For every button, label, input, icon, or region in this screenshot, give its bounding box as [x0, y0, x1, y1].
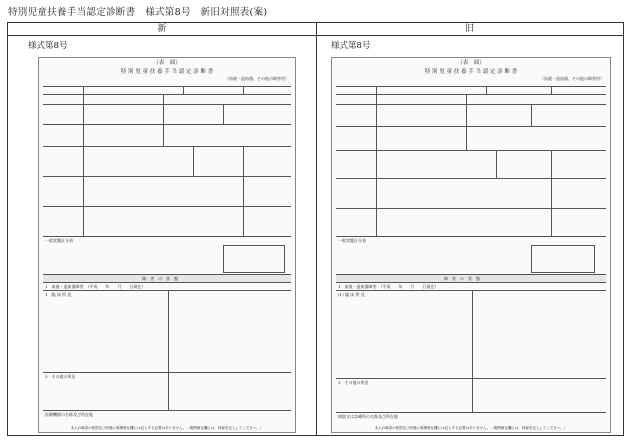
section-general: 一般状態区分表 — [338, 238, 366, 243]
form-row — [43, 236, 291, 275]
form-row — [43, 124, 291, 147]
checkbox-grid — [223, 245, 285, 273]
section-medical: 医療機関の名称及び所在地 — [45, 412, 93, 417]
form-heading: （表 面） — [153, 60, 181, 66]
checkbox-grid — [531, 245, 595, 273]
form-row — [43, 290, 291, 373]
form-row — [336, 290, 606, 379]
form-row — [43, 146, 291, 177]
section-blood: 1 血液・造血器障害 （平成 年 月 日現在） — [338, 284, 439, 289]
form-row — [43, 176, 291, 207]
form-row — [43, 104, 291, 125]
page-title: 特別児童扶養手当認定診断書 様式第8号 新旧対照表(案) — [8, 7, 268, 18]
form-row — [336, 378, 606, 413]
form-row — [43, 372, 291, 411]
new-column — [8, 35, 317, 435]
form-row — [336, 208, 606, 237]
form-grid — [43, 86, 291, 426]
old-column — [316, 35, 623, 435]
section-other: 3 その他の所見 — [338, 380, 369, 385]
form-title: 特 別 児 童 扶 養 手 当 認 定 診 断 書 — [424, 69, 518, 75]
form-grid — [336, 86, 606, 426]
section-comprehensive: 1 臨 床 所 見 — [45, 292, 72, 297]
form-row — [336, 236, 606, 275]
form-heading: （表 面） — [457, 60, 485, 66]
style-label-new: 様式第8号 — [28, 41, 68, 51]
section-medical: 病院又は診療所の名称及び所在地 — [338, 414, 398, 419]
section-blood: 1 血液・造血器障害 （平成 年 月 日現在） — [45, 284, 146, 289]
section-other: 3 その他の所見 — [45, 374, 76, 379]
form-row — [336, 178, 606, 209]
style-label-old: 様式第8号 — [331, 41, 371, 51]
form-image-new — [38, 57, 296, 433]
column-header-old: 旧 — [316, 23, 623, 36]
form-subtitle: （血液・造血器、その他の障害用） — [225, 76, 289, 81]
section-findings: 障 害 の 状 態 — [142, 276, 179, 281]
footnote-old: 本人の障害の程度及び状態に無関係な欄には記入する必要はありません。（無関係な欄には、斜線を記入してください。） — [374, 426, 568, 430]
form-row — [336, 104, 606, 127]
comparison-table — [7, 22, 624, 436]
form-row — [336, 126, 606, 151]
form-subtitle: （血液・造血器、その他の障害用） — [540, 76, 604, 81]
form-row — [43, 206, 291, 237]
footnote-new: 本人の障害の程度及び状態に無関係な欄には記入する必要はありません。（無関係な欄には、斜線を記入してください。） — [70, 426, 264, 430]
form-image-old — [331, 57, 611, 433]
column-header-new: 新 — [8, 23, 317, 36]
section-findings: 障 害 の 状 態 — [444, 276, 480, 281]
section-comprehensive: (1) 臨 床 所 見 — [338, 292, 365, 297]
section-general: 一般状態区分表 — [45, 238, 73, 243]
form-row — [336, 150, 606, 179]
form-title: 特 別 児 童 扶 養 手 当 認 定 診 断 書 — [120, 69, 214, 75]
